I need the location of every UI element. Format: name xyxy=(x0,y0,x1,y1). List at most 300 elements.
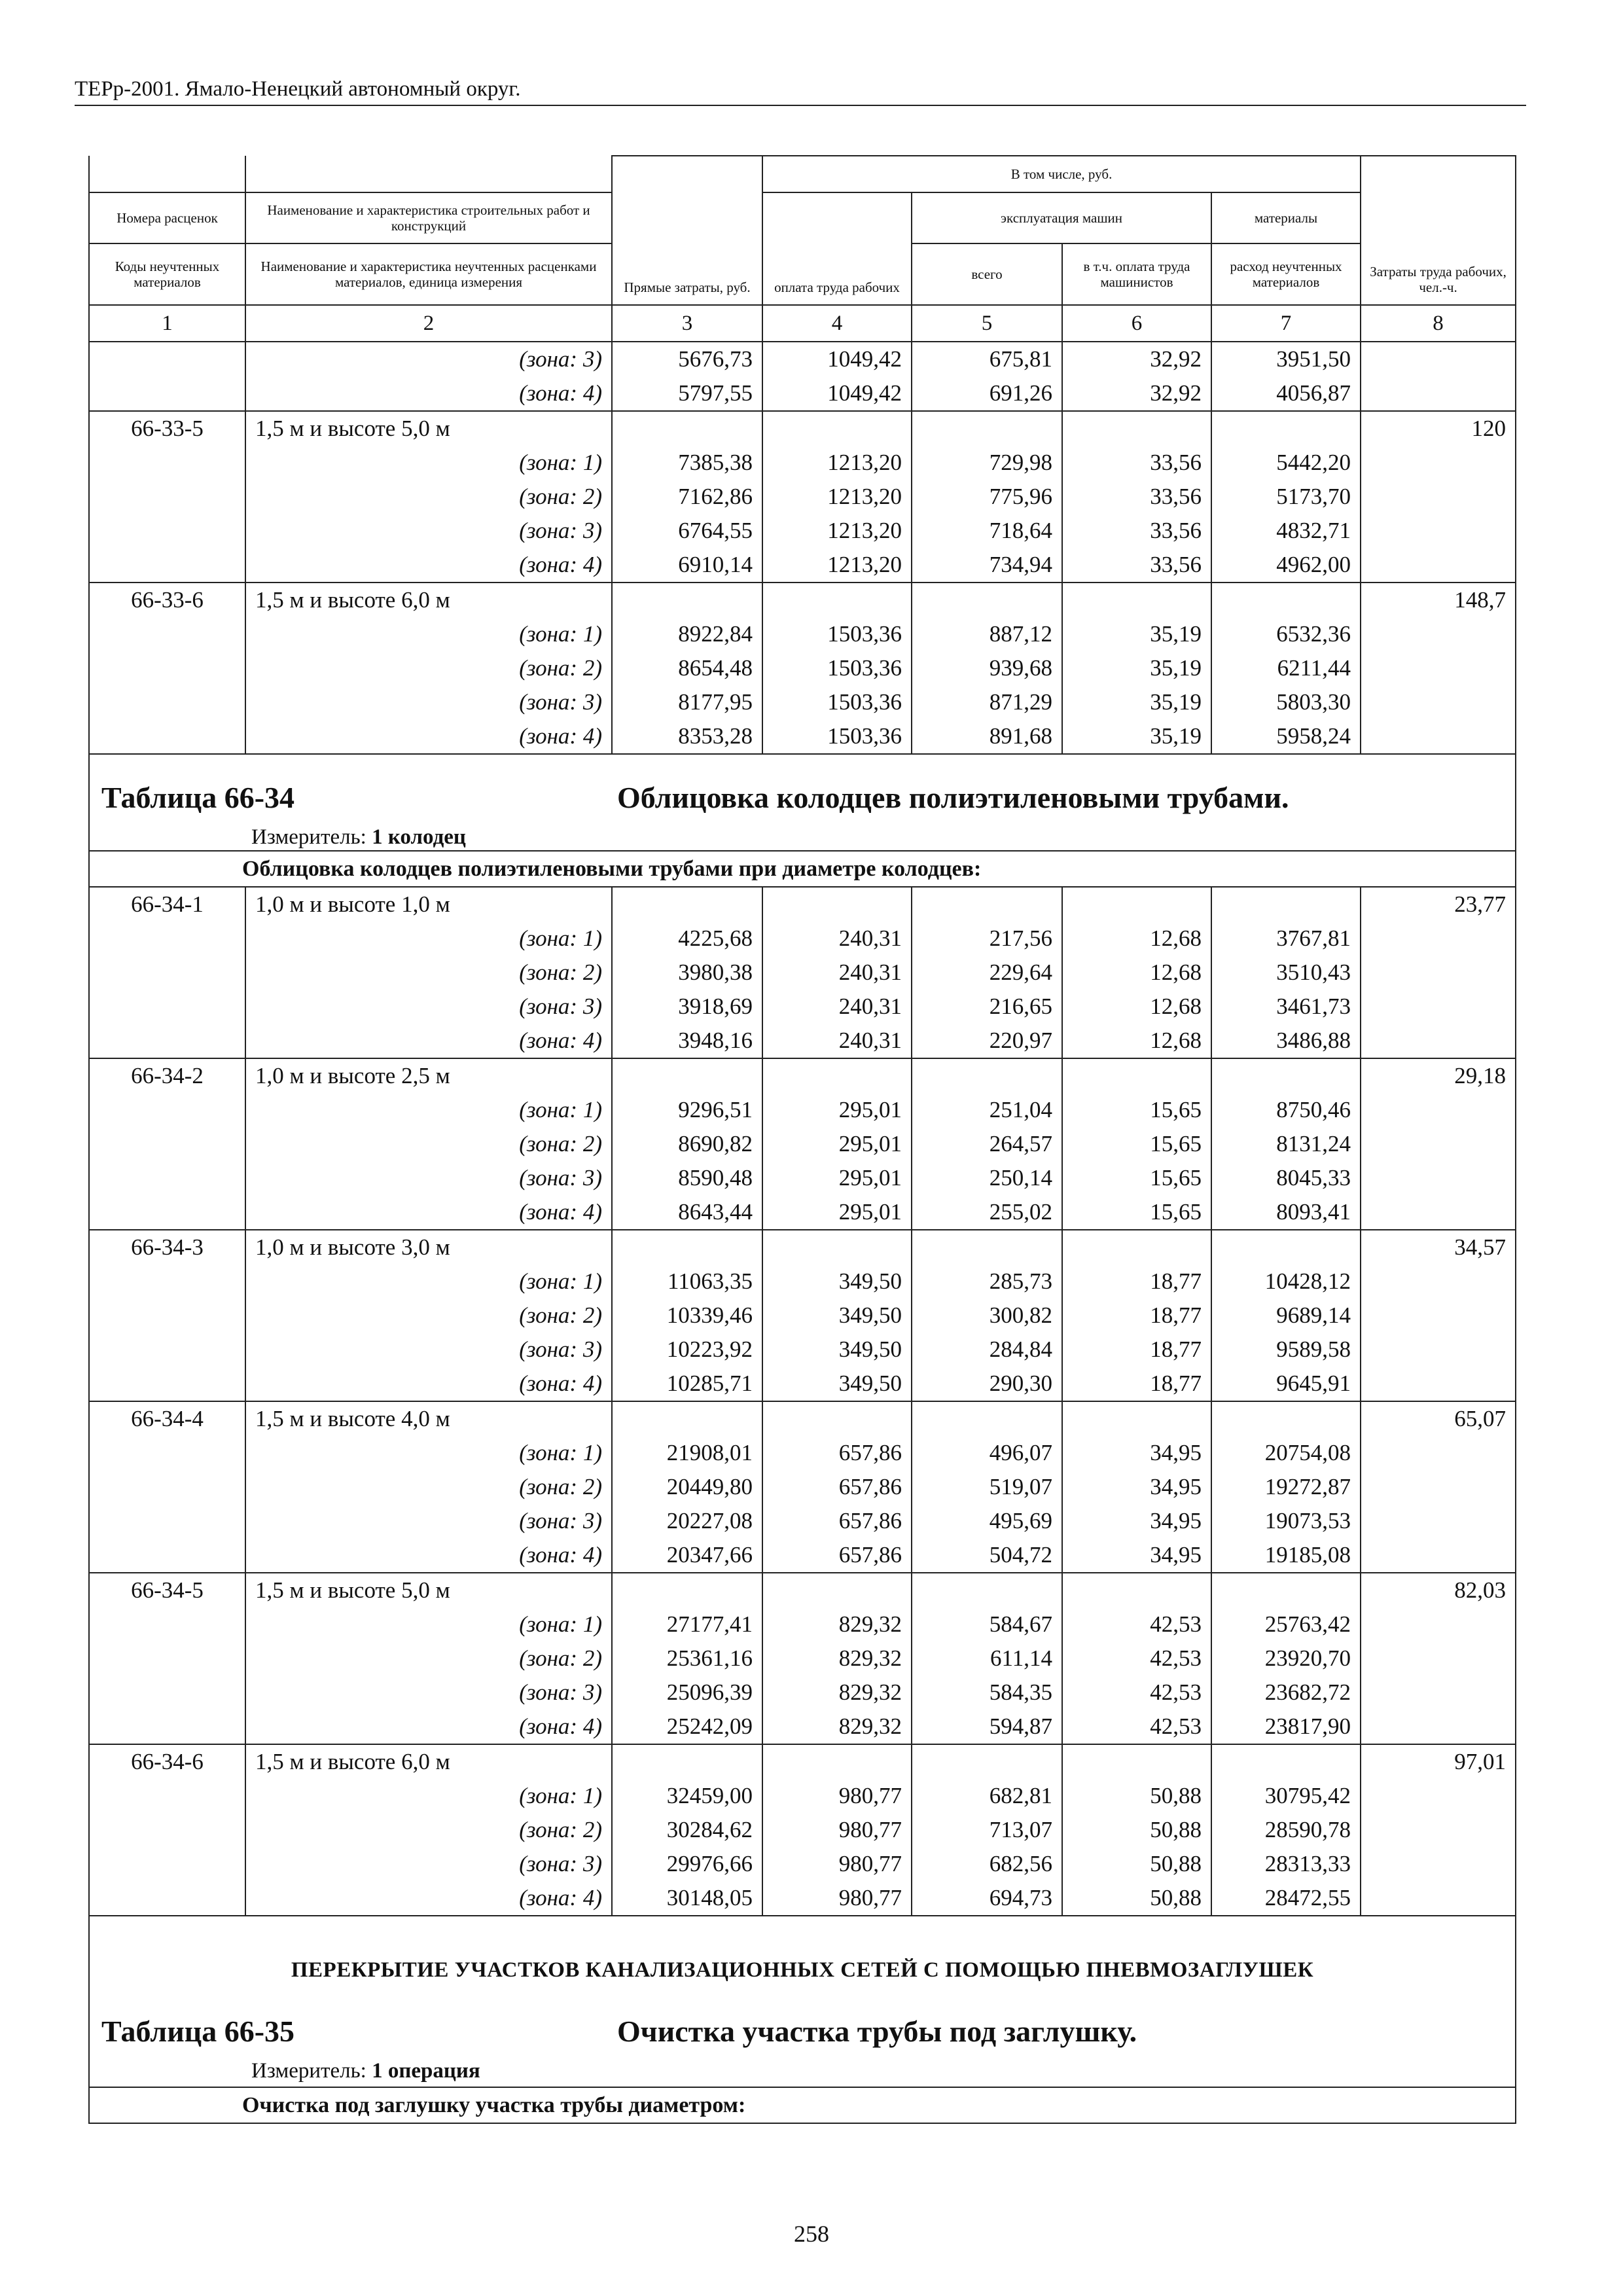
machines-total: 611,14 xyxy=(912,1641,1062,1676)
operator-pay: 34,95 xyxy=(1062,1470,1211,1504)
direct-cost: 8690,82 xyxy=(612,1127,762,1161)
material-usage: 9645,91 xyxy=(1211,1367,1361,1401)
operator-pay: 33,56 xyxy=(1062,548,1211,583)
direct-cost: 10223,92 xyxy=(612,1333,762,1367)
value-empty xyxy=(912,887,1062,922)
labor-hours: 65,07 xyxy=(1361,1401,1516,1436)
material-usage: 9689,14 xyxy=(1211,1299,1361,1333)
value-empty xyxy=(1062,1058,1211,1093)
value-empty xyxy=(612,887,762,922)
direct-cost: 8643,44 xyxy=(612,1195,762,1230)
col-material-names: Наименование и характеристика неучтенных расценками материалов, единица измерения xyxy=(245,243,612,305)
col-number: 6 xyxy=(1062,305,1211,342)
material-usage: 10428,12 xyxy=(1211,1265,1361,1299)
table-title-block xyxy=(89,754,1516,851)
zone-label: (зона: 4) xyxy=(245,1024,612,1058)
zone-row xyxy=(89,480,1516,514)
machines-total: 718,64 xyxy=(912,514,1062,548)
machines-total: 519,07 xyxy=(912,1470,1062,1504)
direct-cost: 30148,05 xyxy=(612,1881,762,1916)
zone-row xyxy=(89,1847,1516,1881)
rate-name: 1,5 м и высоте 5,0 м xyxy=(245,1573,612,1607)
zone-row xyxy=(89,719,1516,754)
worker-pay: 657,86 xyxy=(762,1538,912,1573)
operator-pay: 34,95 xyxy=(1062,1504,1211,1538)
zone-label: (зона: 3) xyxy=(245,990,612,1024)
machines-total: 264,57 xyxy=(912,1127,1062,1161)
zone-label: (зона: 2) xyxy=(245,956,612,990)
labor-hours-empty xyxy=(1361,1676,1516,1710)
rate-row xyxy=(89,583,1516,617)
worker-pay: 295,01 xyxy=(762,1195,912,1230)
value-empty xyxy=(1062,411,1211,446)
value-empty xyxy=(1062,1230,1211,1265)
zone-row xyxy=(89,548,1516,583)
table-title-block-cell xyxy=(89,754,1516,851)
value-empty xyxy=(1211,583,1361,617)
direct-cost: 3980,38 xyxy=(612,956,762,990)
labor-hours-empty xyxy=(1361,1127,1516,1161)
machines-total: 734,94 xyxy=(912,548,1062,583)
worker-pay: 980,77 xyxy=(762,1881,912,1916)
value-empty xyxy=(912,583,1062,617)
zone-row xyxy=(89,956,1516,990)
labor-hours: 29,18 xyxy=(1361,1058,1516,1093)
table-subhead: Очистка под заглушку участка трубы диаметром: xyxy=(242,2093,746,2117)
col-number: 7 xyxy=(1211,305,1361,342)
operator-pay: 18,77 xyxy=(1062,1367,1211,1401)
running-head: ТЕРр-2001. Ямало-Ненецкий автономный округ. xyxy=(75,77,521,101)
unit-label: Измеритель: xyxy=(251,825,372,849)
value-empty xyxy=(912,1401,1062,1436)
col-worker-pay: оплата труда рабочих xyxy=(762,192,912,305)
zone-label: (зона: 3) xyxy=(245,1333,612,1367)
zone-row xyxy=(89,1676,1516,1710)
value-empty xyxy=(1211,411,1361,446)
material-usage: 19272,87 xyxy=(1211,1470,1361,1504)
machines-total: 682,81 xyxy=(912,1779,1062,1813)
machines-total: 495,69 xyxy=(912,1504,1062,1538)
operator-pay: 32,92 xyxy=(1062,342,1211,376)
machines-total: 216,65 xyxy=(912,990,1062,1024)
direct-cost: 3948,16 xyxy=(612,1024,762,1058)
code-cell-empty xyxy=(89,956,245,990)
zone-label: (зона: 1) xyxy=(245,1436,612,1470)
value-empty xyxy=(612,1401,762,1436)
labor-hours-empty xyxy=(1361,1710,1516,1744)
direct-cost: 25096,39 xyxy=(612,1676,762,1710)
operator-pay: 42,53 xyxy=(1062,1607,1211,1641)
material-usage: 8750,46 xyxy=(1211,1093,1361,1127)
col-operator-pay: в т.ч. оплата труда машинистов xyxy=(1062,243,1211,305)
direct-cost: 29976,66 xyxy=(612,1847,762,1881)
worker-pay: 1213,20 xyxy=(762,548,912,583)
worker-pay: 240,31 xyxy=(762,922,912,956)
code-cell-empty xyxy=(89,1127,245,1161)
direct-cost: 8590,48 xyxy=(612,1161,762,1195)
machines-total: 675,81 xyxy=(912,342,1062,376)
col-number: 3 xyxy=(612,305,762,342)
worker-pay: 657,86 xyxy=(762,1504,912,1538)
col-machines-total: всего xyxy=(912,243,1062,305)
operator-pay: 15,65 xyxy=(1062,1161,1211,1195)
rate-row xyxy=(89,1573,1516,1607)
value-empty xyxy=(912,1230,1062,1265)
zone-label: (зона: 2) xyxy=(245,1470,612,1504)
material-usage: 4832,71 xyxy=(1211,514,1361,548)
rate-name: 1,5 м и высоте 6,0 м xyxy=(245,583,612,617)
code-cell-empty xyxy=(89,342,245,376)
col-number: 8 xyxy=(1361,305,1516,342)
direct-cost: 20227,08 xyxy=(612,1504,762,1538)
zone-row xyxy=(89,1195,1516,1230)
value-empty xyxy=(612,1058,762,1093)
zone-label: (зона: 4) xyxy=(245,1367,612,1401)
code-cell-empty xyxy=(89,1161,245,1195)
operator-pay: 18,77 xyxy=(1062,1333,1211,1367)
labor-hours: 148,7 xyxy=(1361,583,1516,617)
worker-pay: 1049,42 xyxy=(762,376,912,411)
zone-row xyxy=(89,1504,1516,1538)
code-cell-empty xyxy=(89,1607,245,1641)
operator-pay: 35,19 xyxy=(1062,617,1211,651)
zone-row xyxy=(89,1265,1516,1299)
machines-total: 229,64 xyxy=(912,956,1062,990)
section-block xyxy=(89,1916,1516,2087)
direct-cost: 3918,69 xyxy=(612,990,762,1024)
labor-hours-empty xyxy=(1361,1813,1516,1847)
labor-hours-empty xyxy=(1361,1881,1516,1916)
machines-total: 220,97 xyxy=(912,1024,1062,1058)
machines-total: 594,87 xyxy=(912,1710,1062,1744)
labor-hours: 23,77 xyxy=(1361,887,1516,922)
zone-row xyxy=(89,1813,1516,1847)
zone-row xyxy=(89,1161,1516,1195)
zone-label: (зона: 2) xyxy=(245,1813,612,1847)
header-materials: материалы xyxy=(1211,192,1361,243)
code-cell-empty xyxy=(89,1881,245,1916)
code-cell-empty xyxy=(89,651,245,685)
operator-pay: 35,19 xyxy=(1062,651,1211,685)
operator-pay: 15,65 xyxy=(1062,1127,1211,1161)
code-cell-empty xyxy=(89,1093,245,1127)
table-subhead-row xyxy=(89,851,1516,887)
direct-cost: 20347,66 xyxy=(612,1538,762,1573)
material-usage: 28590,78 xyxy=(1211,1813,1361,1847)
machines-total: 300,82 xyxy=(912,1299,1062,1333)
labor-hours-empty xyxy=(1361,1333,1516,1367)
value-empty xyxy=(1211,1230,1361,1265)
worker-pay: 240,31 xyxy=(762,1024,912,1058)
direct-cost: 27177,41 xyxy=(612,1607,762,1641)
operator-pay: 18,77 xyxy=(1062,1265,1211,1299)
value-empty xyxy=(612,411,762,446)
code-cell-empty xyxy=(89,1367,245,1401)
code-cell-empty xyxy=(89,617,245,651)
material-usage: 3951,50 xyxy=(1211,342,1361,376)
material-usage: 6532,36 xyxy=(1211,617,1361,651)
rate-code: 66-34-1 xyxy=(89,887,245,922)
material-usage: 3461,73 xyxy=(1211,990,1361,1024)
code-cell-empty xyxy=(89,1710,245,1744)
machines-total: 871,29 xyxy=(912,685,1062,719)
rate-row xyxy=(89,411,1516,446)
machines-total: 584,67 xyxy=(912,1607,1062,1641)
zone-label: (зона: 3) xyxy=(245,1161,612,1195)
rate-code: 66-33-6 xyxy=(89,583,245,617)
zone-label: (зона: 1) xyxy=(245,1093,612,1127)
labor-hours-empty xyxy=(1361,990,1516,1024)
worker-pay: 295,01 xyxy=(762,1127,912,1161)
worker-pay: 240,31 xyxy=(762,956,912,990)
labor-hours-empty xyxy=(1361,548,1516,583)
table-label: Таблица 66-34 xyxy=(101,781,295,814)
operator-pay: 50,88 xyxy=(1062,1881,1211,1916)
header-spacer xyxy=(245,156,612,192)
code-cell-empty xyxy=(89,1641,245,1676)
worker-pay: 295,01 xyxy=(762,1161,912,1195)
worker-pay: 295,01 xyxy=(762,1093,912,1127)
operator-pay: 35,19 xyxy=(1062,719,1211,754)
machines-total: 891,68 xyxy=(912,719,1062,754)
code-cell-empty xyxy=(89,685,245,719)
zone-label: (зона: 3) xyxy=(245,1676,612,1710)
operator-pay: 15,65 xyxy=(1062,1195,1211,1230)
machines-total: 255,02 xyxy=(912,1195,1062,1230)
operator-pay: 12,68 xyxy=(1062,922,1211,956)
worker-pay: 829,32 xyxy=(762,1710,912,1744)
rate-name: 1,5 м и высоте 6,0 м xyxy=(245,1744,612,1779)
zone-label: (зона: 1) xyxy=(245,1265,612,1299)
zone-label: (зона: 1) xyxy=(245,1607,612,1641)
material-usage: 28472,55 xyxy=(1211,1881,1361,1916)
material-usage: 6211,44 xyxy=(1211,651,1361,685)
section-block-cell xyxy=(89,1916,1516,2087)
zone-label: (зона: 3) xyxy=(245,1504,612,1538)
labor-hours-empty xyxy=(1361,1847,1516,1881)
worker-pay: 349,50 xyxy=(762,1265,912,1299)
machines-total: 713,07 xyxy=(912,1813,1062,1847)
material-usage: 19073,53 xyxy=(1211,1504,1361,1538)
machines-total: 682,56 xyxy=(912,1847,1062,1881)
rate-code: 66-34-4 xyxy=(89,1401,245,1436)
direct-cost: 7385,38 xyxy=(612,446,762,480)
worker-pay: 657,86 xyxy=(762,1436,912,1470)
operator-pay: 50,88 xyxy=(1062,1779,1211,1813)
machines-total: 691,26 xyxy=(912,376,1062,411)
unit-line xyxy=(251,820,466,851)
zone-row xyxy=(89,1024,1516,1058)
operator-pay: 42,53 xyxy=(1062,1676,1211,1710)
header-rule xyxy=(75,105,1526,106)
table-subhead-row-cell xyxy=(89,2087,1516,2123)
col-labor-hours: Затраты труда рабочих, чел.-ч. xyxy=(1361,156,1516,305)
labor-hours-empty xyxy=(1361,514,1516,548)
worker-pay: 829,32 xyxy=(762,1607,912,1641)
value-empty xyxy=(612,1744,762,1779)
zone-row xyxy=(89,514,1516,548)
worker-pay: 349,50 xyxy=(762,1333,912,1367)
zone-row xyxy=(89,1779,1516,1813)
direct-cost: 8353,28 xyxy=(612,719,762,754)
code-cell-empty xyxy=(89,514,245,548)
direct-cost: 4225,68 xyxy=(612,922,762,956)
labor-hours-empty xyxy=(1361,1641,1516,1676)
material-usage: 3510,43 xyxy=(1211,956,1361,990)
value-empty xyxy=(762,1230,912,1265)
labor-hours-empty xyxy=(1361,1265,1516,1299)
labor-hours-empty xyxy=(1361,1024,1516,1058)
machines-total: 251,04 xyxy=(912,1093,1062,1127)
direct-cost: 5676,73 xyxy=(612,342,762,376)
zone-row xyxy=(89,1710,1516,1744)
unit-value: 1 колодец xyxy=(372,825,466,849)
material-usage: 8131,24 xyxy=(1211,1127,1361,1161)
labor-hours-empty xyxy=(1361,1367,1516,1401)
direct-cost: 30284,62 xyxy=(612,1813,762,1847)
labor-hours: 97,01 xyxy=(1361,1744,1516,1779)
worker-pay: 829,32 xyxy=(762,1676,912,1710)
rate-code: 66-34-5 xyxy=(89,1573,245,1607)
labor-hours-empty xyxy=(1361,617,1516,651)
labor-hours-empty xyxy=(1361,651,1516,685)
code-cell-empty xyxy=(89,1504,245,1538)
material-usage: 23817,90 xyxy=(1211,1710,1361,1744)
zone-label: (зона: 2) xyxy=(245,1641,612,1676)
zone-label: (зона: 1) xyxy=(245,922,612,956)
material-usage: 5958,24 xyxy=(1211,719,1361,754)
machines-total: 584,35 xyxy=(912,1676,1062,1710)
code-cell-empty xyxy=(89,1333,245,1367)
value-empty xyxy=(762,887,912,922)
worker-pay: 240,31 xyxy=(762,990,912,1024)
value-empty xyxy=(1062,583,1211,617)
worker-pay: 1503,36 xyxy=(762,685,912,719)
zone-row xyxy=(89,1127,1516,1161)
labor-hours: 82,03 xyxy=(1361,1573,1516,1607)
labor-hours-empty xyxy=(1361,1093,1516,1127)
zone-label: (зона: 4) xyxy=(245,1710,612,1744)
col-number: 5 xyxy=(912,305,1062,342)
header-machines: эксплуатация машин xyxy=(912,192,1211,243)
rate-name: 1,5 м и высоте 4,0 м xyxy=(245,1401,612,1436)
value-empty xyxy=(1211,1744,1361,1779)
zone-row xyxy=(89,446,1516,480)
value-empty xyxy=(912,1744,1062,1779)
header-including: В том числе, руб. xyxy=(762,156,1361,192)
col-rate-numbers: Номера расценок xyxy=(89,192,245,243)
labor-hours-empty xyxy=(1361,1195,1516,1230)
operator-pay: 33,56 xyxy=(1062,514,1211,548)
material-usage: 5173,70 xyxy=(1211,480,1361,514)
zone-row xyxy=(89,1367,1516,1401)
header-spacer xyxy=(89,156,245,192)
machines-total: 284,84 xyxy=(912,1333,1062,1367)
worker-pay: 1503,36 xyxy=(762,651,912,685)
operator-pay: 12,68 xyxy=(1062,1024,1211,1058)
page-number: 258 xyxy=(794,2221,829,2247)
worker-pay: 349,50 xyxy=(762,1367,912,1401)
machines-total: 775,96 xyxy=(912,480,1062,514)
labor-hours-empty xyxy=(1361,1161,1516,1195)
machines-total: 496,07 xyxy=(912,1436,1062,1470)
labor-hours-empty xyxy=(1361,1504,1516,1538)
worker-pay: 980,77 xyxy=(762,1813,912,1847)
zone-row xyxy=(89,1436,1516,1470)
labor-hours-empty xyxy=(1361,1538,1516,1573)
direct-cost: 8654,48 xyxy=(612,651,762,685)
machines-total: 887,12 xyxy=(912,617,1062,651)
rate-code: 66-34-2 xyxy=(89,1058,245,1093)
zone-row xyxy=(89,922,1516,956)
rate-code: 66-33-5 xyxy=(89,411,245,446)
direct-cost: 20449,80 xyxy=(612,1470,762,1504)
zone-label: (зона: 1) xyxy=(245,446,612,480)
material-usage: 5442,20 xyxy=(1211,446,1361,480)
labor-hours: 34,57 xyxy=(1361,1230,1516,1265)
value-empty xyxy=(1062,887,1211,922)
direct-cost: 10339,46 xyxy=(612,1299,762,1333)
worker-pay: 1049,42 xyxy=(762,342,912,376)
value-empty xyxy=(1062,1401,1211,1436)
code-cell-empty xyxy=(89,480,245,514)
material-usage: 9589,58 xyxy=(1211,1333,1361,1367)
machines-total: 939,68 xyxy=(912,651,1062,685)
value-empty xyxy=(762,411,912,446)
labor-hours-empty xyxy=(1361,1299,1516,1333)
code-cell-empty xyxy=(89,1538,245,1573)
machines-total: 217,56 xyxy=(912,922,1062,956)
direct-cost: 7162,86 xyxy=(612,480,762,514)
operator-pay: 12,68 xyxy=(1062,956,1211,990)
value-empty xyxy=(1211,1573,1361,1607)
code-cell-empty xyxy=(89,1024,245,1058)
unit-label: Измеритель: xyxy=(251,2059,372,2083)
operator-pay: 33,56 xyxy=(1062,446,1211,480)
worker-pay: 349,50 xyxy=(762,1299,912,1333)
operator-pay: 33,56 xyxy=(1062,480,1211,514)
direct-cost: 32459,00 xyxy=(612,1779,762,1813)
direct-cost: 6910,14 xyxy=(612,548,762,583)
rate-row xyxy=(89,1401,1516,1436)
machines-total: 250,14 xyxy=(912,1161,1062,1195)
value-empty xyxy=(912,411,1062,446)
operator-pay: 12,68 xyxy=(1062,990,1211,1024)
value-empty xyxy=(912,1573,1062,1607)
col-work-name: Наименование и характеристика строительных работ и конструкций xyxy=(245,192,612,243)
labor-hours-empty xyxy=(1361,922,1516,956)
code-cell-empty xyxy=(89,1436,245,1470)
code-cell-empty xyxy=(89,922,245,956)
table-subhead: Облицовка колодцев полиэтиленовыми трубами при диаметре колодцев: xyxy=(242,857,982,881)
labor-hours-empty xyxy=(1361,1470,1516,1504)
zone-row xyxy=(89,617,1516,651)
zone-label: (зона: 1) xyxy=(245,1779,612,1813)
material-usage: 3486,88 xyxy=(1211,1024,1361,1058)
zone-row xyxy=(89,1881,1516,1916)
direct-cost: 25361,16 xyxy=(612,1641,762,1676)
rate-code: 66-34-3 xyxy=(89,1230,245,1265)
zone-row xyxy=(89,376,1516,411)
worker-pay: 829,32 xyxy=(762,1641,912,1676)
material-usage: 28313,33 xyxy=(1211,1847,1361,1881)
rate-name: 1,0 м и высоте 1,0 м xyxy=(245,887,612,922)
worker-pay: 1213,20 xyxy=(762,514,912,548)
zone-label: (зона: 3) xyxy=(245,685,612,719)
operator-pay: 50,88 xyxy=(1062,1847,1211,1881)
code-cell-empty xyxy=(89,1195,245,1230)
col-number: 4 xyxy=(762,305,912,342)
